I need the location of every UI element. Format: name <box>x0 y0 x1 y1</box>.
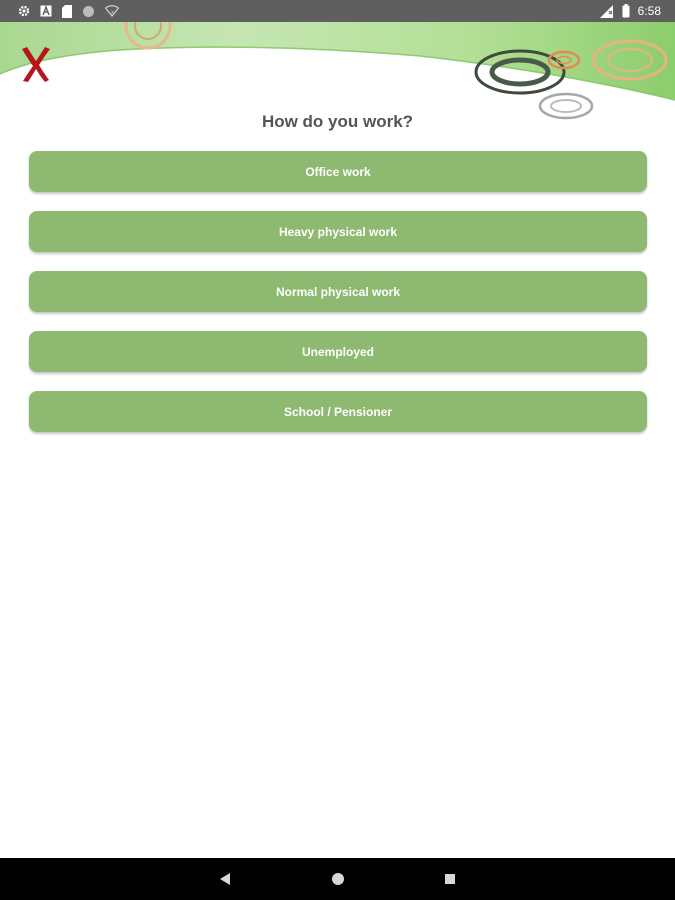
option-normal-physical-work-button[interactable]: Normal physical work <box>29 271 647 312</box>
text-a-icon <box>40 3 52 19</box>
option-unemployed-button[interactable]: Unemployed <box>29 331 647 372</box>
option-heavy-physical-work-button[interactable]: Heavy physical work <box>29 211 647 252</box>
signal-icon <box>600 3 614 19</box>
options-list <box>29 151 647 451</box>
header-graphic <box>0 22 675 122</box>
status-bar <box>0 0 675 22</box>
status-time: 6:58 <box>637 4 661 18</box>
back-button[interactable] <box>205 858 245 900</box>
circle-icon <box>82 3 95 19</box>
close-button[interactable] <box>20 45 52 83</box>
home-button[interactable] <box>318 858 358 900</box>
option-school-pensioner-button[interactable]: School / Pensioner <box>29 391 647 432</box>
svg-text:x: x <box>111 10 114 16</box>
question-title: How do you work? <box>261 112 414 131</box>
option-office-work-button[interactable]: Office work <box>29 151 647 192</box>
recents-icon <box>444 873 456 885</box>
sd-card-icon <box>62 3 72 19</box>
recents-button[interactable] <box>430 858 470 900</box>
close-x-icon <box>20 45 52 83</box>
status-icons-left <box>18 3 119 19</box>
wifi-icon <box>105 3 119 19</box>
status-icons-right <box>600 3 661 19</box>
home-icon <box>331 872 345 886</box>
back-icon <box>218 872 232 886</box>
gear-icon <box>18 3 30 19</box>
navigation-bar <box>0 858 675 900</box>
battery-icon <box>622 3 630 19</box>
